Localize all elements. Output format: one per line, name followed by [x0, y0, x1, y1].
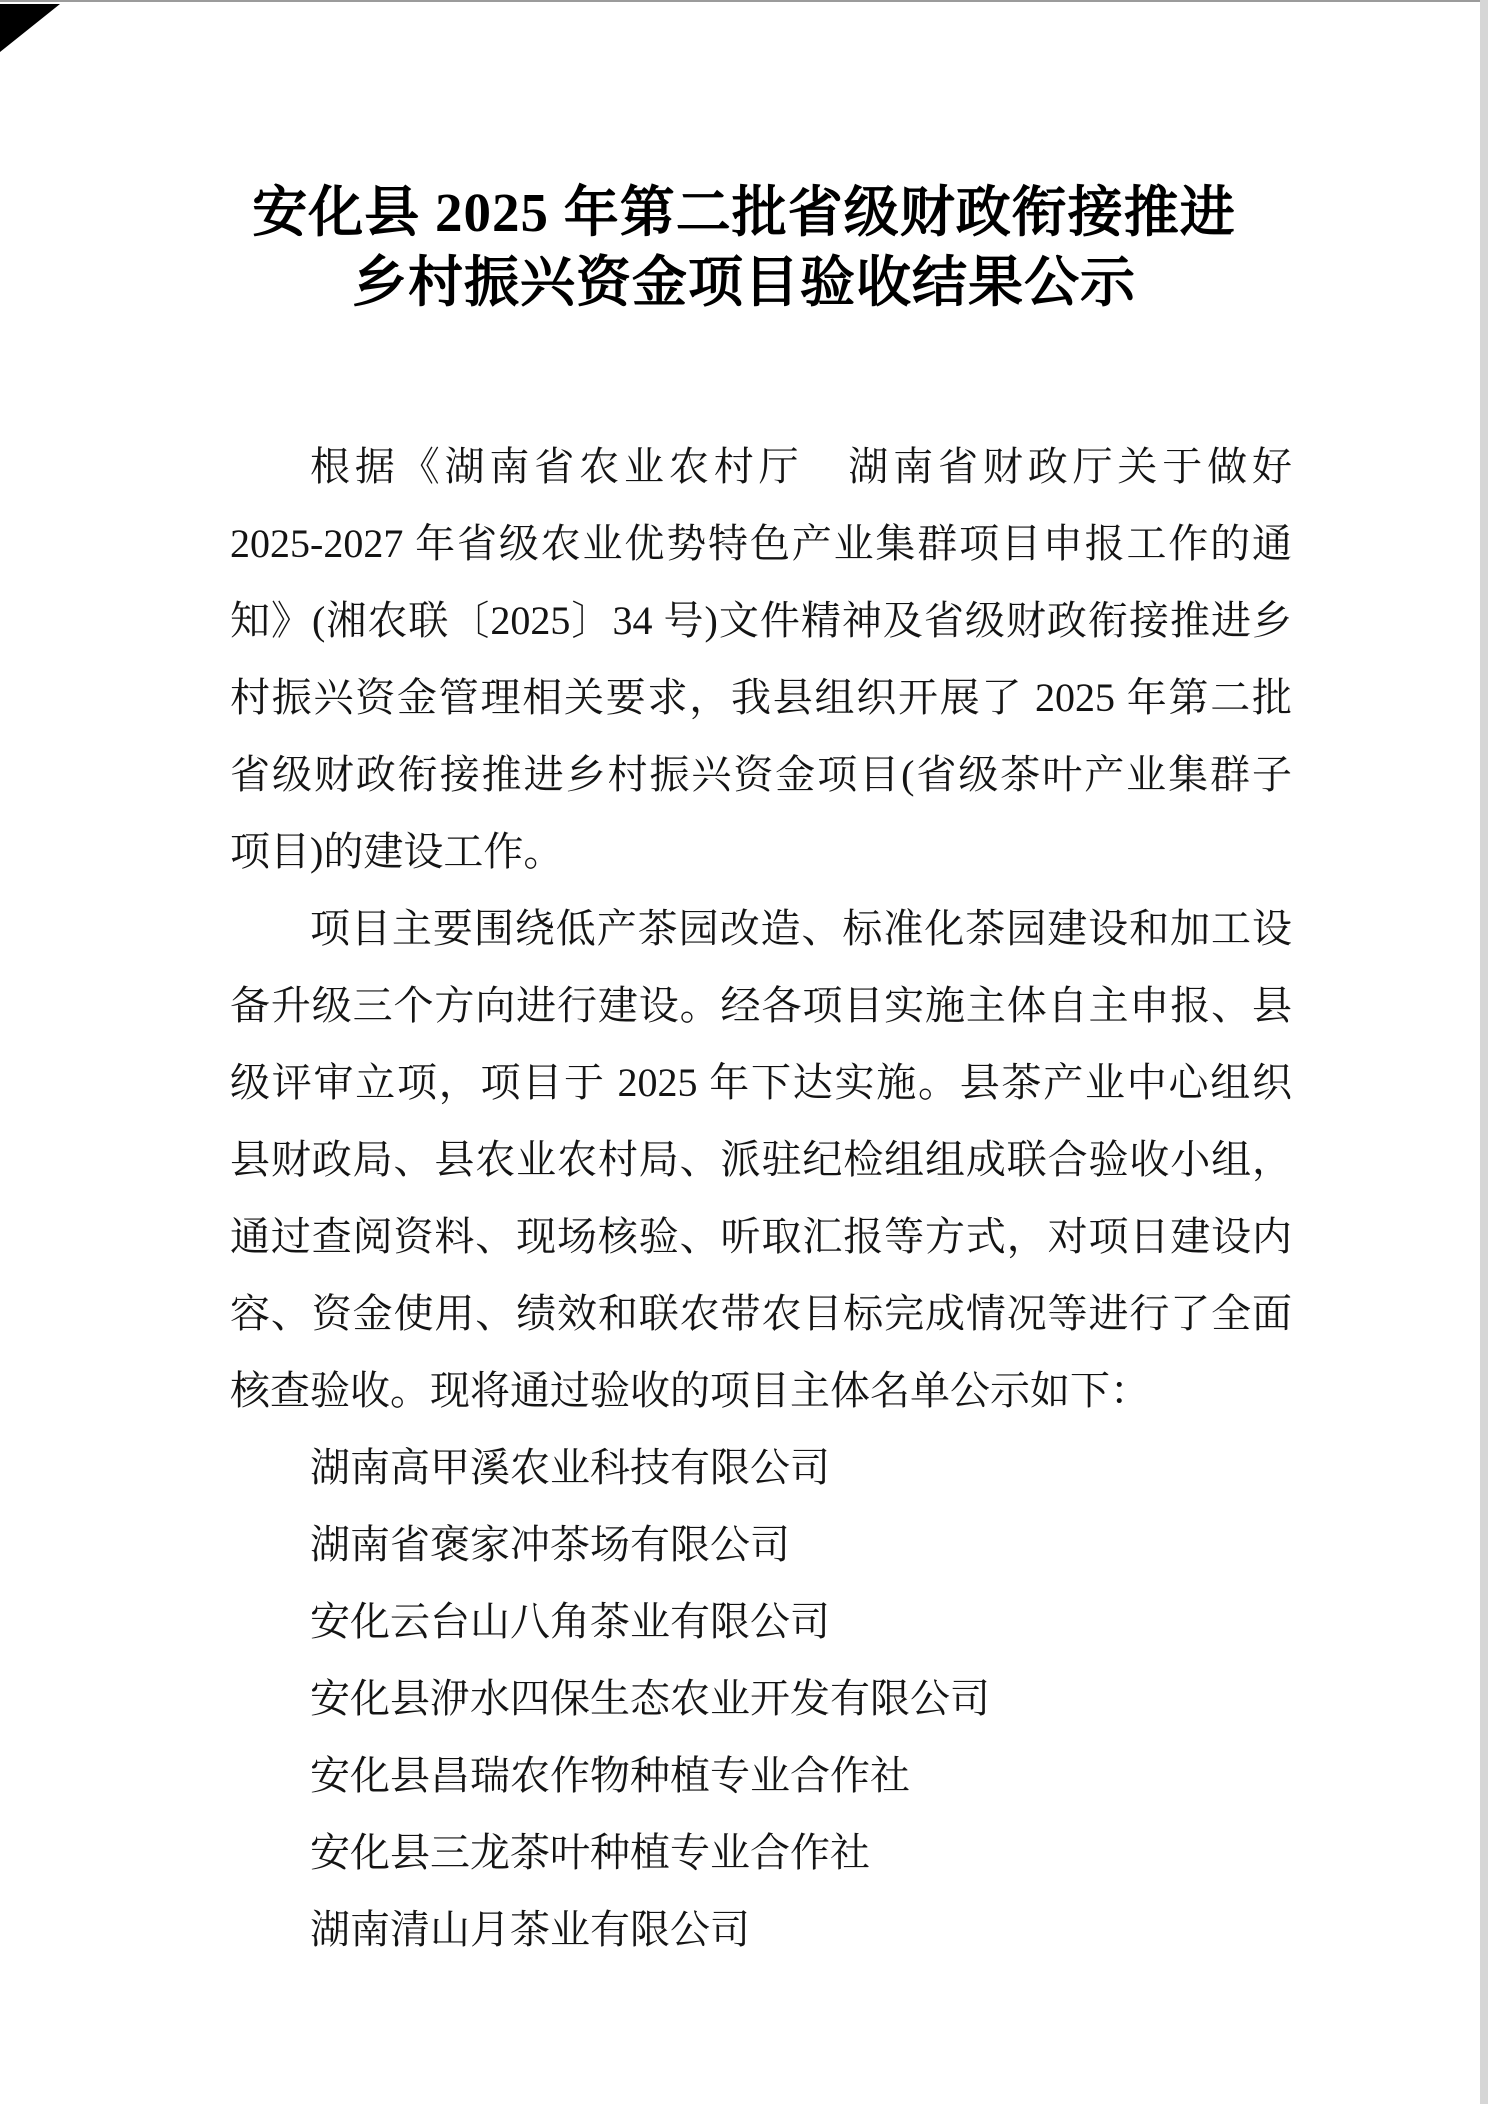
- paragraph1-line: 2025-2027 年省级农业优势特色产业集群项目申报工作的通: [230, 521, 1292, 566]
- company-list-item: 湖南高甲溪农业科技有限公司: [310, 1445, 830, 1490]
- company-list-item: 安化县洢水四保生态农业开发有限公司: [310, 1676, 990, 1721]
- company-list-item: 安化县昌瑞农作物种植专业合作社: [310, 1753, 910, 1798]
- top-edge-scan-line: [0, 0, 1488, 2]
- paragraph2-line: 核查验收。现将通过验收的项目主体名单公示如下：: [230, 1368, 1150, 1413]
- company-list-item: 湖南省褒家冲茶场有限公司: [310, 1522, 790, 1567]
- paragraph2-line: 县财政局、县农业农村局、派驻纪检组组成联合验收小组，: [230, 1137, 1292, 1182]
- paragraph2-line: 通过查阅资料、现场核验、听取汇报等方式，对项日建设内: [230, 1214, 1292, 1259]
- company-list-item: 安化云台山八角茶业有限公司: [310, 1599, 830, 1644]
- paragraph1-line: 村振兴资金管理相关要求，我县组织开展了 2025 年第二批: [230, 675, 1292, 720]
- scan-corner-artifact: [0, 4, 60, 52]
- paragraph2-line: 容、资金使用、绩效和联农带农目标完成情况等进行了全面: [230, 1291, 1292, 1336]
- paragraph1-line: 知》(湘农联〔2025〕34 号)文件精神及省级财政衔接推进乡: [230, 598, 1292, 643]
- paragraph2-line: 项目主要围绕低产茶园改造、标准化茶园建设和加工设: [310, 906, 1292, 951]
- document-title: [100, 178, 1388, 318]
- document-title-line1: 安化县 2025 年第二批省级财政衔接推进: [252, 182, 1236, 243]
- document-title-line2: 乡村振兴资金项目验收结果公示: [351, 252, 1136, 313]
- paragraph1-line: 项目)的建设工作。: [230, 829, 564, 874]
- paragraph2-line: 级评审立项，项目于 2025 年下达实施。县茶产业中心组织: [230, 1060, 1292, 1105]
- company-list-item: 湖南清山月茶业有限公司: [310, 1907, 750, 1952]
- document-body: [230, 428, 1292, 1968]
- paragraph1-line: 省级财政衔接推进乡村振兴资金项目(省级茶叶产业集群子: [230, 752, 1292, 797]
- paragraph1-line: 根据《湖南省农业农村厅 湖南省财政厅关于做好: [310, 444, 1292, 489]
- paragraph2-line: 备升级三个方向进行建设。经各项目实施主体自主申报、县: [230, 983, 1292, 1028]
- page-edge-strip: [1480, 0, 1488, 2104]
- company-list-item: 安化县三龙茶叶种植专业合作社: [310, 1830, 870, 1875]
